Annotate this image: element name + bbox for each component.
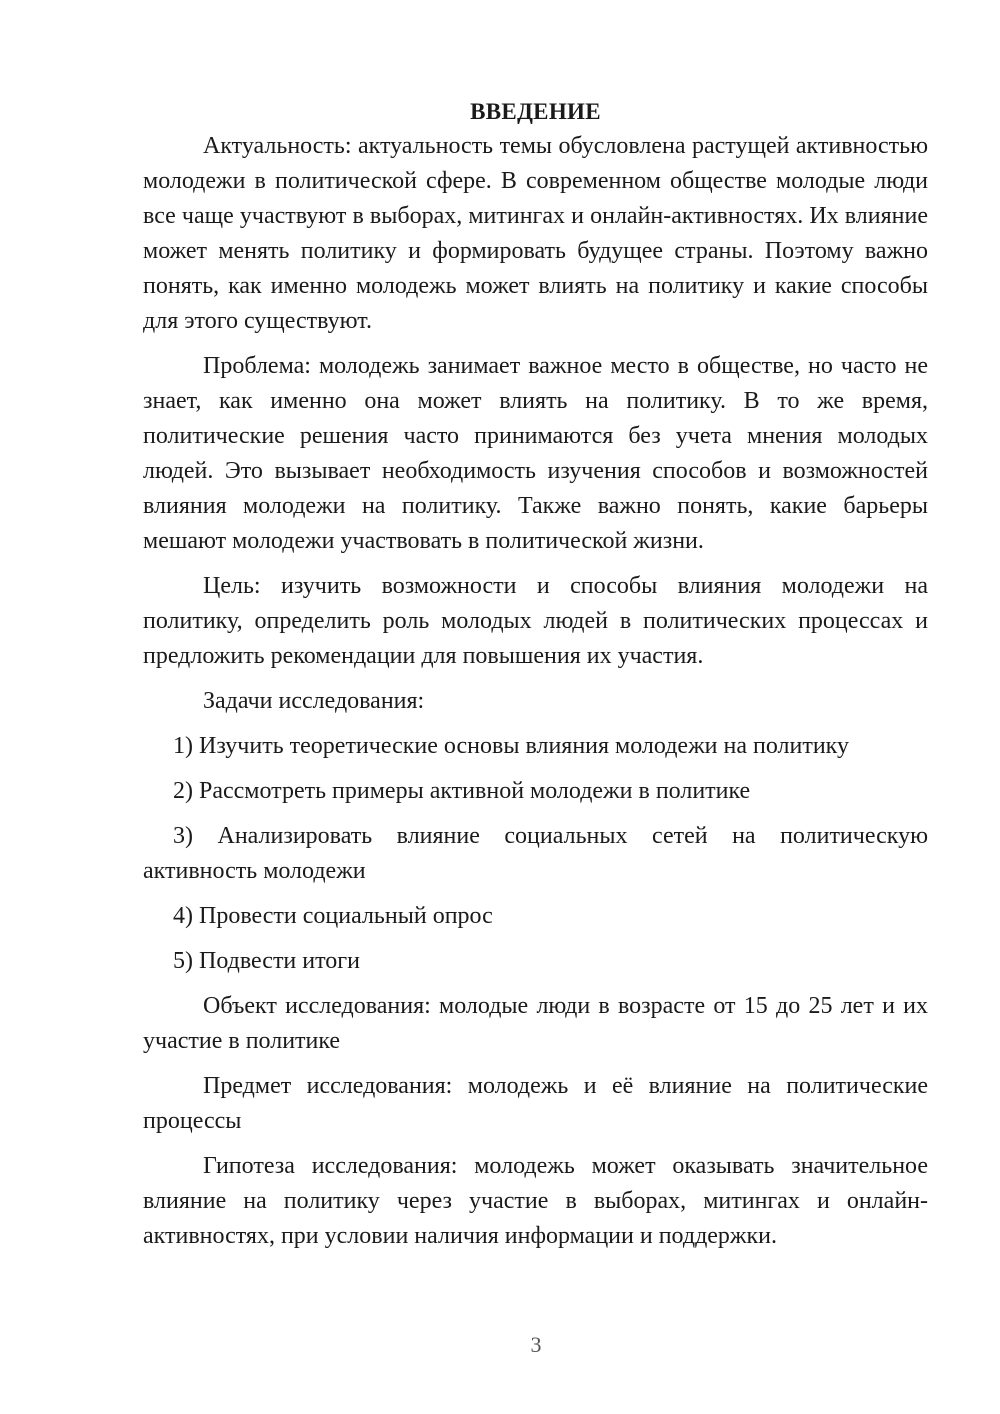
paragraph-relevance: Актуальность: актуальность темы обусловлена растущей активностью молодежи в политической сфере. В современном обществе молодые люди все чаще участвуют в выборах, митингах и онлайн-активностях. Их влияние может менять политику и формировать будущее страны. Поэтому важно понять, как именно молодежь может влиять на политику и какие способы для этого существуют. bbox=[143, 133, 928, 334]
paragraph-subject: Предмет исследования: молодежь и её влияние на политические процессы bbox=[143, 1073, 928, 1134]
task-item: 1) Изучить теоретические основы влияния молодежи на политику bbox=[173, 733, 849, 759]
paragraph-tasks-heading: Задачи исследования: bbox=[203, 688, 425, 714]
page-number: 3 bbox=[530, 1332, 542, 1357]
task-item: 3) Анализировать влияние социальных сетей на политическую активность молодежи bbox=[143, 823, 928, 884]
task-item: 4) Провести социальный опрос bbox=[173, 903, 493, 929]
paragraph-goal: Цель: изучить возможности и способы влияния молодежи на политику, определить роль молодых людей в политических процессах и предложить рекомендации для повышения их участия. bbox=[143, 573, 928, 669]
paragraph-object: Объект исследования: молодые люди в возрасте от 15 до 25 лет и их участие в политике bbox=[143, 993, 928, 1054]
page-title: ВВЕДЕНИЕ bbox=[470, 99, 601, 124]
paragraph-problem: Проблема: молодежь занимает важное место в обществе, но часто не знает, как именно она может влиять на политику. В то же время, политические решения часто принимаются без учета мнения молодых людей. Это вызывает необходимость изучения способов и возможностей влияния молодежи на политику. Также важно понять, какие барьеры мешают молодежи участвовать в политической жизни. bbox=[143, 353, 928, 554]
page-content bbox=[143, 94, 928, 1264]
task-item: 2) Рассмотреть примеры активной молодежи в политике bbox=[173, 778, 751, 804]
task-item: 5) Подвести итоги bbox=[173, 948, 360, 974]
paragraph-hypothesis: Гипотеза исследования: молодежь может оказывать значительное влияние на политику через участие в выборах, митингах и онлайн-активностях, при условии наличия информации и поддержки. bbox=[143, 1153, 928, 1249]
